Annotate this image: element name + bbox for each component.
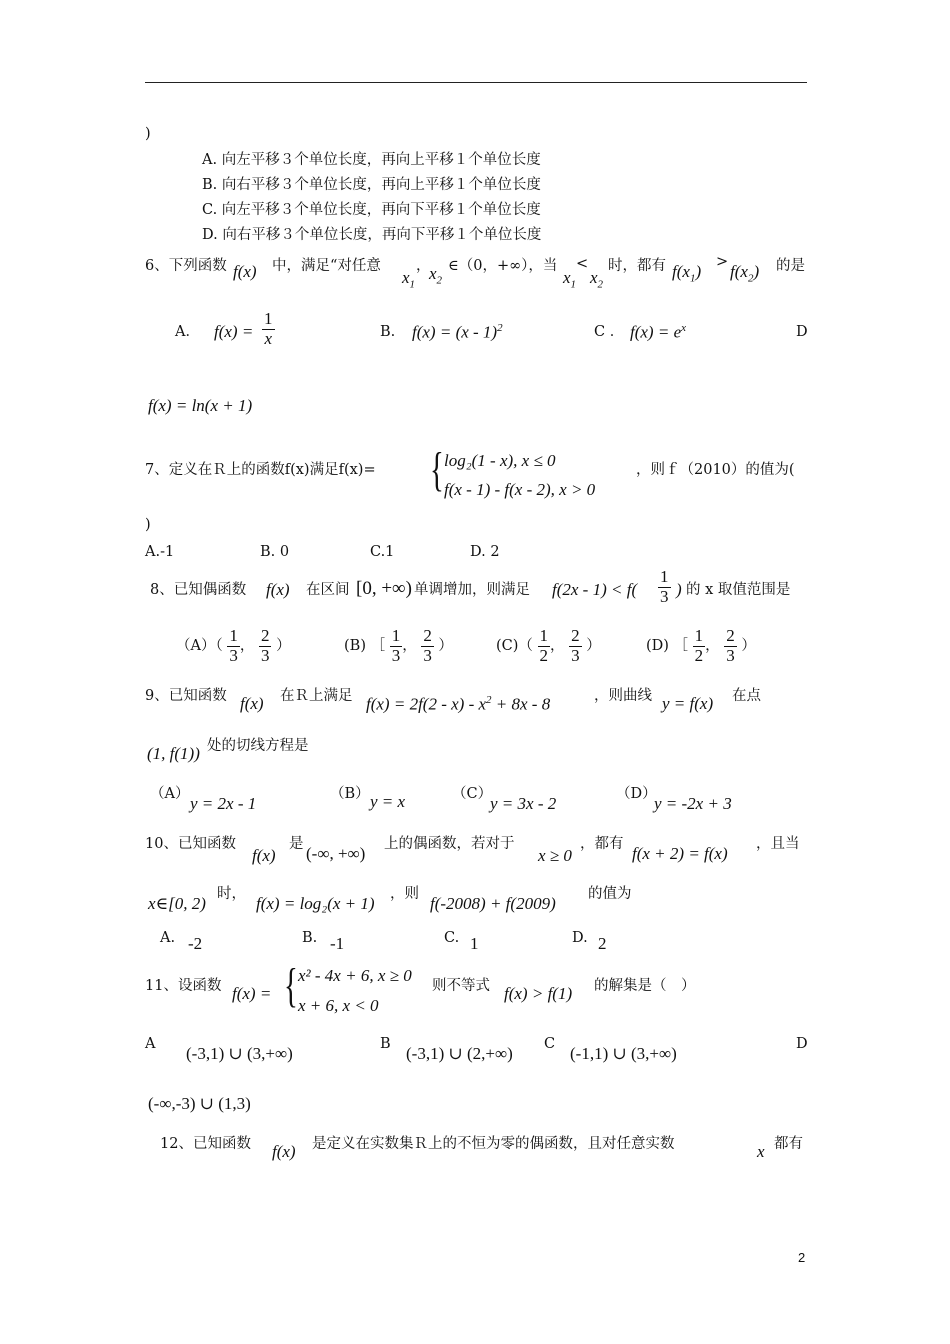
q9-stem-c: ，则曲线 — [594, 688, 652, 704]
q9-option-a: y = 2x - 1 — [190, 794, 257, 813]
q6-x1b: $x_1$ — [563, 268, 577, 291]
q8-ineq: f(2x - 1) < f( — [552, 580, 638, 599]
q8-interval: [0, +∞) — [356, 578, 412, 599]
q9-stem-a: 9、已知函数 — [145, 688, 227, 704]
q7-stem: 7、定义在Ｒ上的函数f(x)满足f(x)= — [145, 462, 376, 478]
q5-option-d: D. 向右平移３个单位长度，再向下平移１个单位长度 — [202, 227, 542, 243]
q7-option-b: B. 0 — [260, 544, 290, 560]
q11-option-c: (-1,1) ∪ (3,+∞) — [570, 1044, 677, 1063]
q11-stem-b: 则不等式 — [432, 978, 490, 994]
q12-stem-a: 12、已知函数 — [160, 1136, 251, 1152]
q10-option-c: 1 — [470, 934, 479, 953]
q10-stem-b: 是 — [289, 836, 304, 852]
q6-stem-b: 中，满足“对任意 — [272, 258, 381, 274]
q10-domain: (-∞, +∞) — [306, 844, 366, 863]
q11-case-2: x + 6, x < 0 — [298, 996, 379, 1015]
q10-stem-c: 上的偶函数，若对于 — [384, 836, 515, 852]
q11-stem-c: 的解集是（ ） — [594, 978, 696, 994]
q6-x2b: $x_2$ — [590, 268, 604, 291]
q9-curve: y = f(x) — [662, 694, 714, 713]
q11-fx: f(x) = — [232, 984, 272, 1003]
q12-stem-c: 都有 — [774, 1136, 803, 1152]
q6-option-d: f(x) = ln(x + 1) — [148, 396, 253, 415]
q10-option-d-label: D. — [572, 930, 588, 946]
q12-stem-b: 是定义在实数集Ｒ上的不恒为零的偶函数，且对任意实数 — [312, 1136, 675, 1152]
q5-option-b: B. 向右平移３个单位长度，再向上平移１个单位长度 — [202, 177, 541, 193]
q6-option-a-label: A． — [175, 324, 200, 340]
q10-option-a: -2 — [188, 934, 203, 953]
q10-fx: f(x) — [252, 846, 276, 865]
q8-fx: f(x) — [266, 580, 290, 599]
header-rule — [145, 82, 807, 83]
q5-option-c: C. 向左平移３个单位长度，再向下平移１个单位长度 — [202, 202, 541, 218]
q9-option-b-label: （B） — [330, 786, 370, 802]
q9-fx: f(x) — [240, 694, 264, 713]
q10-range: x∈[0, 2) — [148, 894, 206, 913]
q8-option-d: (D) ［ $\frac{1}{2}$ ， $\frac{2}{3}$ ） — [646, 626, 756, 665]
q6-gt: > — [716, 254, 729, 270]
q5-paren: ) — [145, 126, 151, 142]
q11-ineq: f(x) > f(1) — [504, 984, 573, 1003]
q9-option-c: y = 3x - 2 — [490, 794, 557, 813]
q6-x1: $x_1$ — [402, 268, 416, 291]
q10-stem-h: 的值为 — [588, 886, 632, 902]
q6-option-a-frac: $\frac{1}{x}$ — [264, 309, 273, 348]
q12-x: x — [757, 1142, 765, 1161]
q11-option-c-label: C — [544, 1036, 556, 1052]
q7-paren: ) — [145, 517, 151, 533]
q10-stem-g: ，则 — [390, 886, 419, 902]
q10-stem-d: ，都有 — [580, 836, 624, 852]
q6-x2: $x_2$ — [429, 264, 443, 287]
q6-option-d-label: D — [796, 324, 808, 340]
q6-lt: < — [576, 256, 589, 272]
q8-frac: $\frac{1}{3}$ — [660, 567, 669, 606]
q5-option-a: A. 向左平移３个单位长度，再向上平移１个单位长度 — [202, 152, 541, 168]
q8-stem-a: 8、已知偶函数 — [150, 582, 247, 598]
q6-fx: f(x) — [233, 262, 257, 281]
q6-option-c: $f(x) = e^x$ — [630, 322, 686, 342]
q9-option-d-label: （D） — [616, 786, 657, 802]
q9-option-a-label: （A） — [150, 786, 190, 802]
q11-case-1: x² - 4x + 6, x ≥ 0 — [298, 966, 412, 985]
q8-stem-d: 的 x 取值范围是 — [686, 582, 791, 598]
q11-option-d: (-∞,-3) ∪ (1,3) — [148, 1094, 251, 1113]
q8-option-c: (C)（ $\frac{1}{2}$ ， $\frac{2}{3}$ ） — [496, 626, 601, 665]
q8-close: ) — [676, 580, 682, 599]
q10-expr: f(-2008) + f(2009) — [430, 894, 556, 913]
q10-option-a-label: A. — [160, 930, 176, 946]
q10-stem-e: ，且当 — [756, 836, 800, 852]
q11-option-b-label: B — [380, 1036, 391, 1052]
q9-point: (1, f(1)) — [147, 744, 200, 763]
q7-brace: { — [430, 443, 444, 496]
q8-stem-b: 在区间 — [306, 582, 350, 598]
q8-option-a: （A）（ $\frac{1}{3}$ ， $\frac{2}{3}$ ） — [176, 626, 291, 665]
q9-stem-b: 在Ｒ上满足 — [280, 688, 353, 704]
q8-stem-c: 单调增加，则满足 — [414, 582, 530, 598]
q11-stem-a: 11、设函数 — [145, 978, 222, 994]
q6-stem-d: 的是 — [776, 258, 805, 274]
page-number: 2 — [798, 1250, 806, 1265]
q11-option-a: (-3,1) ∪ (3,+∞) — [186, 1044, 293, 1063]
q10-option-d: 2 — [598, 934, 607, 953]
q11-brace: { — [284, 959, 298, 1012]
q7-case-2: f(x - 1) - f(x - 2), x > 0 — [444, 480, 596, 499]
q6-stem-a: 6、下列函数 — [145, 258, 227, 274]
q9-stem-d: 在点 — [732, 688, 761, 704]
q6-option-a-lhs: f(x) = — [214, 322, 254, 341]
q6-comma: ， — [416, 258, 431, 274]
q6-fx2: $f(x_2)$ — [730, 262, 760, 285]
q6-option-b: f(x) = (x - 1)$^2$ — [412, 322, 503, 342]
q10-stem-f: 时， — [217, 886, 246, 902]
q10-stem-a: 10、已知函数 — [145, 836, 236, 852]
q6-option-c-label: C ． — [594, 324, 625, 340]
q6-option-b-label: B. — [380, 324, 396, 340]
q9-option-b: y = x — [370, 792, 406, 811]
q10-option-c-label: C. — [444, 930, 460, 946]
q10-period: f(x + 2) = f(x) — [632, 844, 728, 863]
q10-option-b: -1 — [330, 934, 345, 953]
q7-option-d: D. 2 — [470, 544, 500, 560]
q9-option-c-label: （C） — [452, 786, 493, 802]
q11-option-b: (-3,1) ∪ (2,+∞) — [406, 1044, 513, 1063]
q9-stem-e: 处的切线方程是 — [207, 738, 309, 754]
q7-tail: ，则ｆ（2010）的值为( — [636, 462, 795, 478]
q10-def: f(x) = log₂(x + 1) — [256, 894, 375, 913]
q9-equation: $f(x) = 2f(2 - x) - x^2 + 8x - 8$ — [366, 694, 551, 714]
q8-option-b: (B) ［ $\frac{1}{3}$ ， $\frac{2}{3}$ ） — [344, 626, 453, 665]
q11-option-a-label: A — [145, 1036, 156, 1052]
q7-option-c: C.1 — [370, 544, 395, 560]
q10-option-b-label: B. — [302, 930, 318, 946]
q6-stem-c: 时，都有 — [608, 258, 666, 274]
q6-fx1: $f(x_1)$ — [672, 262, 702, 285]
q11-option-d-label: D — [796, 1036, 808, 1052]
q10-cond: x ≥ 0 — [538, 846, 572, 865]
q9-option-d: y = -2x + 3 — [654, 794, 732, 813]
q6-interval: ∈（0，+∞），当 — [448, 258, 558, 274]
q12-fx: f(x) — [272, 1142, 296, 1161]
q7-case-1: log₂(1 - x), x ≤ 0 — [444, 451, 556, 470]
q7-option-a: A.-1 — [145, 544, 175, 560]
